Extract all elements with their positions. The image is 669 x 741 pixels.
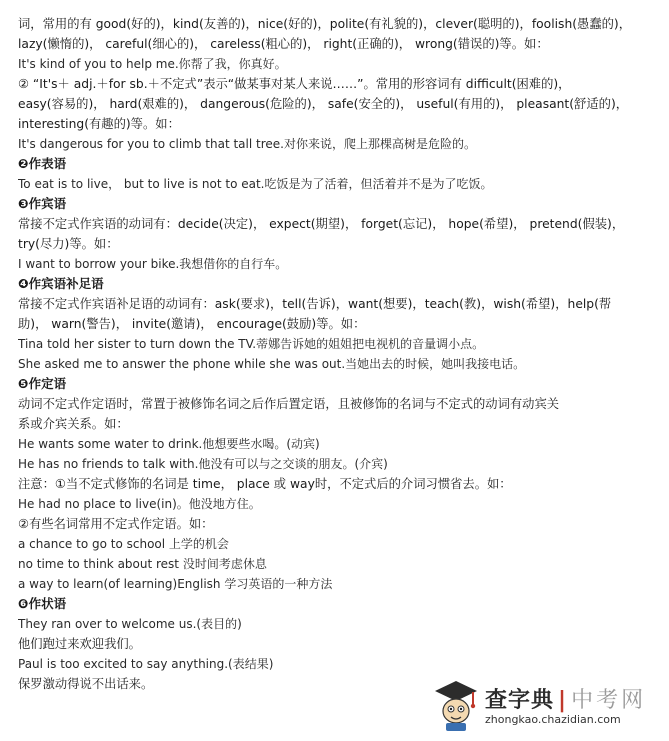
section-heading-object: ❸作宾语 bbox=[18, 196, 67, 211]
text-line: interesting(有趣的)等。如： bbox=[18, 117, 180, 131]
note-line: 注意：①当不定式修饰的名词是 time， place 或 way时，不定式后的介词习惯省去。如： bbox=[18, 477, 512, 491]
example-line: He has no friends to talk with.他没有可以与之交谈的朋友。(介宾) bbox=[18, 457, 388, 471]
text-line: 常接不定式作宾语的动词有：decide(决定)， expect(期望)， forget(忘记)， hope(希望)， pretend(假装)， bbox=[18, 217, 625, 231]
text-line: ②有些名词常用不定式作定语。如： bbox=[18, 517, 214, 531]
example-line: It's kind of you to help me.你帮了我，你真好。 bbox=[18, 57, 287, 71]
example-line: It's dangerous for you to climb that tall tree.对你来说，爬上那棵高树是危险的。 bbox=[18, 137, 476, 151]
section-heading-adverbial: ❻作状语 bbox=[18, 596, 67, 611]
text-line: 系或介宾关系。如： bbox=[18, 417, 129, 431]
section-heading-attributive: ❺作定语 bbox=[18, 376, 67, 391]
text-line: try(尽力)等。如： bbox=[18, 237, 119, 251]
text-line: ② “It's＋ adj.＋for sb.＋不定式”表示“做某事对某人来说……”。常用的形容词有 difficult(困难的)， bbox=[18, 77, 571, 91]
document-body bbox=[18, 14, 658, 694]
example-line: Tina told her sister to turn down the TV.蒂娜告诉她的姐姐把电视机的音量调小点。 bbox=[18, 337, 485, 351]
watermark-separator: | bbox=[558, 688, 568, 713]
example-line: a chance to go to school 上学的机会 bbox=[18, 537, 229, 551]
section-heading-object-complement: ❹作宾语补足语 bbox=[18, 276, 104, 291]
text-line: 动词不定式作定语时，常置于被修饰名词之后作后置定语，且被修饰的名词与不定式的动词有动宾关 bbox=[18, 397, 560, 411]
example-line: Paul is too excited to say anything.(表结果) bbox=[18, 657, 274, 671]
text-line: easy(容易的)， hard(艰难的)， dangerous(危险的)， safe(安全的)， useful(有用的)， pleasant(舒适的)， bbox=[18, 97, 629, 111]
example-line: To eat is to live， but to live is not to eat.吃饭是为了活着，但活着并不是为了吃饭。 bbox=[18, 177, 493, 191]
watermark-section-name: 中考网 bbox=[571, 688, 647, 713]
text-line: lazy(懒惰的)， careful(细心的)， careless(粗心的)， right(正确的)， wrong(错误的)等。如： bbox=[18, 37, 549, 51]
section-heading-predicative: ❷作表语 bbox=[18, 156, 67, 171]
text-line: 常接不定式作宾语补足语的动词有：ask(要求)，tell(告诉)，want(想要)，teach(教)，wish(希望)，help(帮 bbox=[18, 297, 612, 311]
example-line: They ran over to welcome us.(表目的) bbox=[18, 617, 242, 631]
text-line: 保罗激动得说不出话来。 bbox=[18, 677, 154, 691]
example-line: no time to think about rest 没时间考虑休息 bbox=[18, 557, 267, 571]
example-line: I want to borrow your bike.我想借你的自行车。 bbox=[18, 257, 288, 271]
watermark-url: zhongkao.chazidian.com bbox=[485, 713, 621, 726]
watermark-brand bbox=[485, 683, 646, 714]
example-line: a way to learn(of learning)English 学习英语的一种方法 bbox=[18, 577, 333, 591]
text-line: 他们跑过来欢迎我们。 bbox=[18, 637, 141, 651]
example-line: She asked me to answer the phone while she was out.当她出去的时候，她叫我接电话。 bbox=[18, 357, 526, 371]
example-line: He wants some water to drink.他想要些水喝。(动宾) bbox=[18, 437, 320, 451]
graduation-cap-mascot-icon bbox=[431, 677, 481, 733]
text-line: 词，常用的有 good(好的)，kind(友善的)，nice(好的)，polite(有礼貌的)，clever(聪明的)，foolish(愚蠢的)， bbox=[18, 17, 632, 31]
site-watermark bbox=[431, 677, 661, 735]
watermark-brand-name: 查字典 bbox=[485, 688, 555, 713]
example-line: He had no place to live(in)。他没地方住。 bbox=[18, 497, 261, 511]
text-line: 助)， warn(警告)， invite(邀请)， encourage(鼓励)等。如： bbox=[18, 317, 366, 331]
